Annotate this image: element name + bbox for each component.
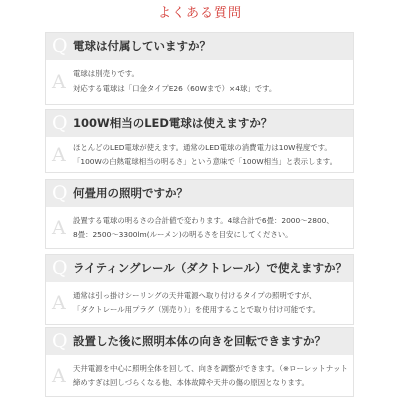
question-text: 電球は付属していますか？ — [73, 39, 211, 53]
answer-line: 「100Wの白熱電球相当の明るさ」という意味で「100W相当」と表示します。 — [73, 157, 337, 166]
q-marker: Q — [52, 112, 68, 134]
page-title: よくある質問 — [157, 6, 242, 21]
q-marker: Q — [52, 182, 68, 204]
answer-row — [46, 60, 353, 103]
question-row — [46, 180, 353, 207]
answer-row — [46, 282, 353, 323]
question-text: 何畳用の照明ですか？ — [73, 186, 188, 200]
a-marker: A — [52, 71, 66, 93]
faq-item — [45, 254, 354, 325]
question-row — [46, 33, 353, 60]
question-text: 設置した後に照明本体の向きを回転できますか？ — [73, 334, 326, 348]
q-marker: Q — [52, 257, 68, 279]
faq-item — [45, 32, 354, 105]
question-text: 100W相当のLED電球は使えますか？ — [73, 116, 273, 130]
answer-line: 電球は別売りです。 — [73, 69, 139, 78]
a-marker: A — [52, 144, 66, 166]
question-row — [46, 110, 353, 137]
answer-line: 通常は引っ掛けシーリングの天井電源へ取り付けるタイプの照明ですが、 — [73, 291, 317, 300]
q-marker: Q — [52, 35, 68, 57]
answer-row — [46, 355, 353, 395]
answer-line: 天井電源を中心に照明全体を回して、向きを調整ができます。（※ローレットナット — [73, 364, 348, 373]
faq-item — [45, 179, 354, 249]
answer-row — [46, 207, 353, 247]
a-marker: A — [52, 365, 66, 387]
answer-row — [46, 137, 353, 171]
question-text: ライティングレール（ダクトレール）で使えますか？ — [73, 261, 348, 275]
answer-line: 対応する電球は「口金タイプE26（60Wまで）×4球」です。 — [73, 84, 277, 93]
question-row — [46, 328, 353, 355]
answer-line: 設置する電球の明るさの合計値で変わります。4球合計で6畳：2000〜2800、 — [73, 216, 334, 225]
answer-line: 「ダクトレール用プラグ（別売り）」を使用することで取り付け可能です。 — [73, 305, 320, 314]
faq-item — [45, 109, 354, 173]
q-marker: Q — [52, 330, 68, 352]
answer-line: ほとんどのLED電球が使えます。通常のLED電球の消費電力は10W程度です。 — [73, 143, 332, 152]
a-marker: A — [52, 217, 66, 239]
a-marker: A — [52, 292, 66, 314]
faq-item — [45, 327, 354, 397]
question-row — [46, 255, 353, 282]
answer-line: 8畳：2500〜3300lm(ルーメン)の明るさを目安にしてください。 — [73, 230, 293, 239]
answer-line: 締めすぎは回しづらくなる他、本体故障や天井の傷の原因となります。 — [73, 378, 309, 387]
